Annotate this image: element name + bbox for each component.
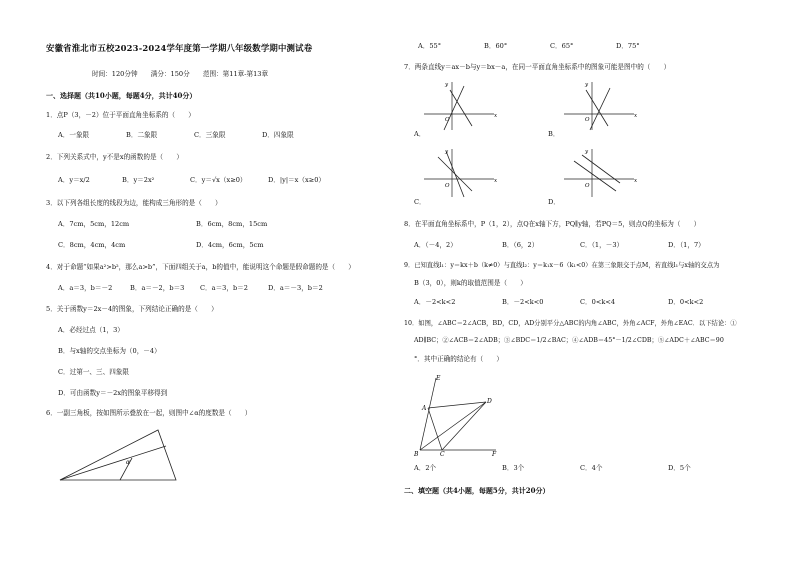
label-d: D: [487, 398, 492, 405]
q3-option-c: C．8cm，4cm，4cm: [58, 241, 126, 249]
q6-option-c: C．65°: [550, 42, 574, 50]
q9-stem-line2: B（3，0），则k的取值范围是（ ）: [414, 279, 527, 287]
q5-stem: 5．关于函数y＝2x－4的图象，下列结论正确的是（ ）: [46, 305, 218, 313]
svg-text:x: x: [494, 113, 498, 119]
q6-stem: 6．一副三角板，按如图所示叠放在一起，则图中∠α的度数是（ ）: [46, 409, 252, 417]
q1-option-b: B．二象限: [126, 131, 158, 139]
label-c: C: [440, 451, 445, 456]
exam-info: 时间：120分钟 满分：150分 范围：第11章-第13章: [92, 70, 269, 78]
q5-option-d: D．可由函数y＝－2x的图象平移得到: [58, 389, 168, 397]
svg-text:O: O: [585, 117, 590, 123]
q4-option-a: A．a＝3，b＝－2: [58, 284, 113, 292]
svg-text:y: y: [445, 149, 449, 155]
q5-option-c: C．过第一、三、四象限: [58, 368, 129, 376]
q10-option-b: B．3个: [502, 464, 525, 472]
q2-stem: 2．下列关系式中，y不是x的函数的是（ ）: [46, 153, 183, 161]
left-column: [36, 0, 392, 561]
q2-option-a: A．y＝x/2: [58, 176, 90, 184]
q7-option-c: C．: [414, 198, 426, 206]
q3-stem: 3．以下列各组长度的线段为边，能构成三角形的是（ ）: [46, 199, 222, 207]
q6-alpha-label: α: [126, 459, 131, 466]
q6-option-b: B．60°: [484, 42, 508, 50]
q3-option-b: B．6cm，8cm，15cm: [196, 220, 268, 228]
q10-stem-line3: °．其中正确的结论有（ ）: [414, 355, 504, 363]
svg-text:x: x: [634, 113, 638, 119]
svg-text:x: x: [494, 178, 498, 184]
q3-option-a: A．7cm，5cm，12cm: [58, 220, 130, 228]
q10-stem-line2: AD∥BC；②∠ACB＝2∠ADB；③∠BDC＝1/2∠BAC；④∠ADB＝45°－1/2∠CDB；⑤∠ADC＋∠ABC＝90: [414, 337, 724, 344]
section2-heading: 二、填空题（共4小题，每题5分，共计20分）: [404, 486, 550, 495]
q4-stem: 4．对于命题“如果a²>b²，那么a>b”，下面四组关于a，b的值中，能说明这个命题是假命题的是（ ）: [46, 263, 355, 271]
q10-option-c: C．4个: [580, 464, 603, 472]
label-b: B: [414, 451, 419, 456]
q8-option-b: B．（6，2）: [502, 241, 539, 249]
q1-option-d: D．四象限: [262, 131, 294, 139]
q2-option-d: D．|y|＝x（x≥0）: [268, 176, 325, 184]
q5-option-a: A．必经过点（1，3）: [58, 326, 124, 334]
q1-stem: 1．点P（3，－2）位于平面直角坐标系的（ ）: [46, 111, 195, 119]
q2-option-b: B．y＝2x²: [122, 176, 155, 184]
q4-option-b: B．a＝－2，b＝3: [130, 284, 185, 292]
exam-title: 安徽省淮北市五校2023-2024学年度第一学期八年级数学期中测试卷: [46, 43, 313, 53]
q6-option-d: D．75°: [616, 42, 640, 50]
q8-stem: 8．在平面直角坐标系中，P（1，2），点Q在x轴下方，PQ∥y轴，若PQ＝5，则点Q的坐标为（ ）: [404, 220, 701, 228]
section1-heading: 一、选择题（共10小题，每题4分，共计40分）: [46, 91, 197, 100]
q8-option-d: D．（1，7）: [668, 241, 705, 249]
svg-text:y: y: [585, 149, 589, 155]
q2-option-c: C．y＝√x（x≥0）: [190, 176, 247, 184]
q9-option-c: C．0<k<4: [580, 298, 616, 306]
q6-triangle-figure: [58, 428, 178, 484]
q7-graph-c: [424, 147, 498, 199]
q8-option-c: C．（1，－3）: [580, 241, 624, 249]
q9-option-d: D．0<k<2: [668, 298, 704, 306]
q6-option-a: A．55°: [418, 42, 442, 50]
q7-option-d: D．: [548, 198, 560, 206]
q10-option-a: A．2个: [414, 464, 437, 472]
svg-text:O: O: [445, 117, 450, 123]
label-f: F: [492, 451, 497, 456]
q4-option-c: C．a＝3，b＝2: [200, 284, 248, 292]
label-a: A: [422, 405, 427, 412]
q7-graph-b: [564, 80, 638, 132]
q10-geometry-figure: [412, 372, 504, 456]
svg-text:x: x: [634, 178, 638, 184]
q1-option-c: C．三象限: [194, 131, 226, 139]
q7-graph-a: [424, 80, 498, 132]
q7-stem: 7．两条直线y＝ax－b与y＝bx－a，在同一平面直角坐标系中的图象可能是图中的（ ）: [404, 63, 671, 71]
q8-option-a: A．（－4，2）: [414, 241, 457, 249]
q7-option-a: A．: [414, 130, 426, 138]
q7-option-b: B．: [548, 130, 560, 138]
q5-option-b: B．与x轴的交点坐标为（0，－4）: [58, 347, 161, 355]
q3-option-d: D．4cm，6cm，5cm: [196, 241, 264, 249]
svg-text:O: O: [585, 183, 590, 189]
q9-option-b: B．－2<k<0: [502, 298, 544, 306]
svg-text:O: O: [445, 183, 450, 189]
q9-option-a: A．－2<k<2: [414, 298, 456, 306]
label-e: E: [436, 375, 441, 382]
svg-text:y: y: [445, 82, 449, 88]
q10-stem-line1: 10．如图，∠ABC＝2∠ACB，BD，CD，AD分别平分△ABC的内角∠ABC，外角∠ACF，外角∠EAC．以下结论：①: [404, 320, 737, 327]
right-column: [404, 0, 784, 561]
q7-graph-d: [564, 147, 638, 199]
q9-stem-line1: 9．已知直线l₁：y＝kx＋b（k≠0）与直线l₂：y＝k₁x－6（k₁<0）在第三象限交于点M，若直线l₁与x轴的交点为: [404, 262, 720, 269]
q4-option-d: D．a＝－3，b＝2: [268, 284, 323, 292]
q1-option-a: A．一象限: [58, 131, 90, 139]
svg-text:y: y: [585, 82, 589, 88]
q10-option-d: D．5个: [668, 464, 691, 472]
